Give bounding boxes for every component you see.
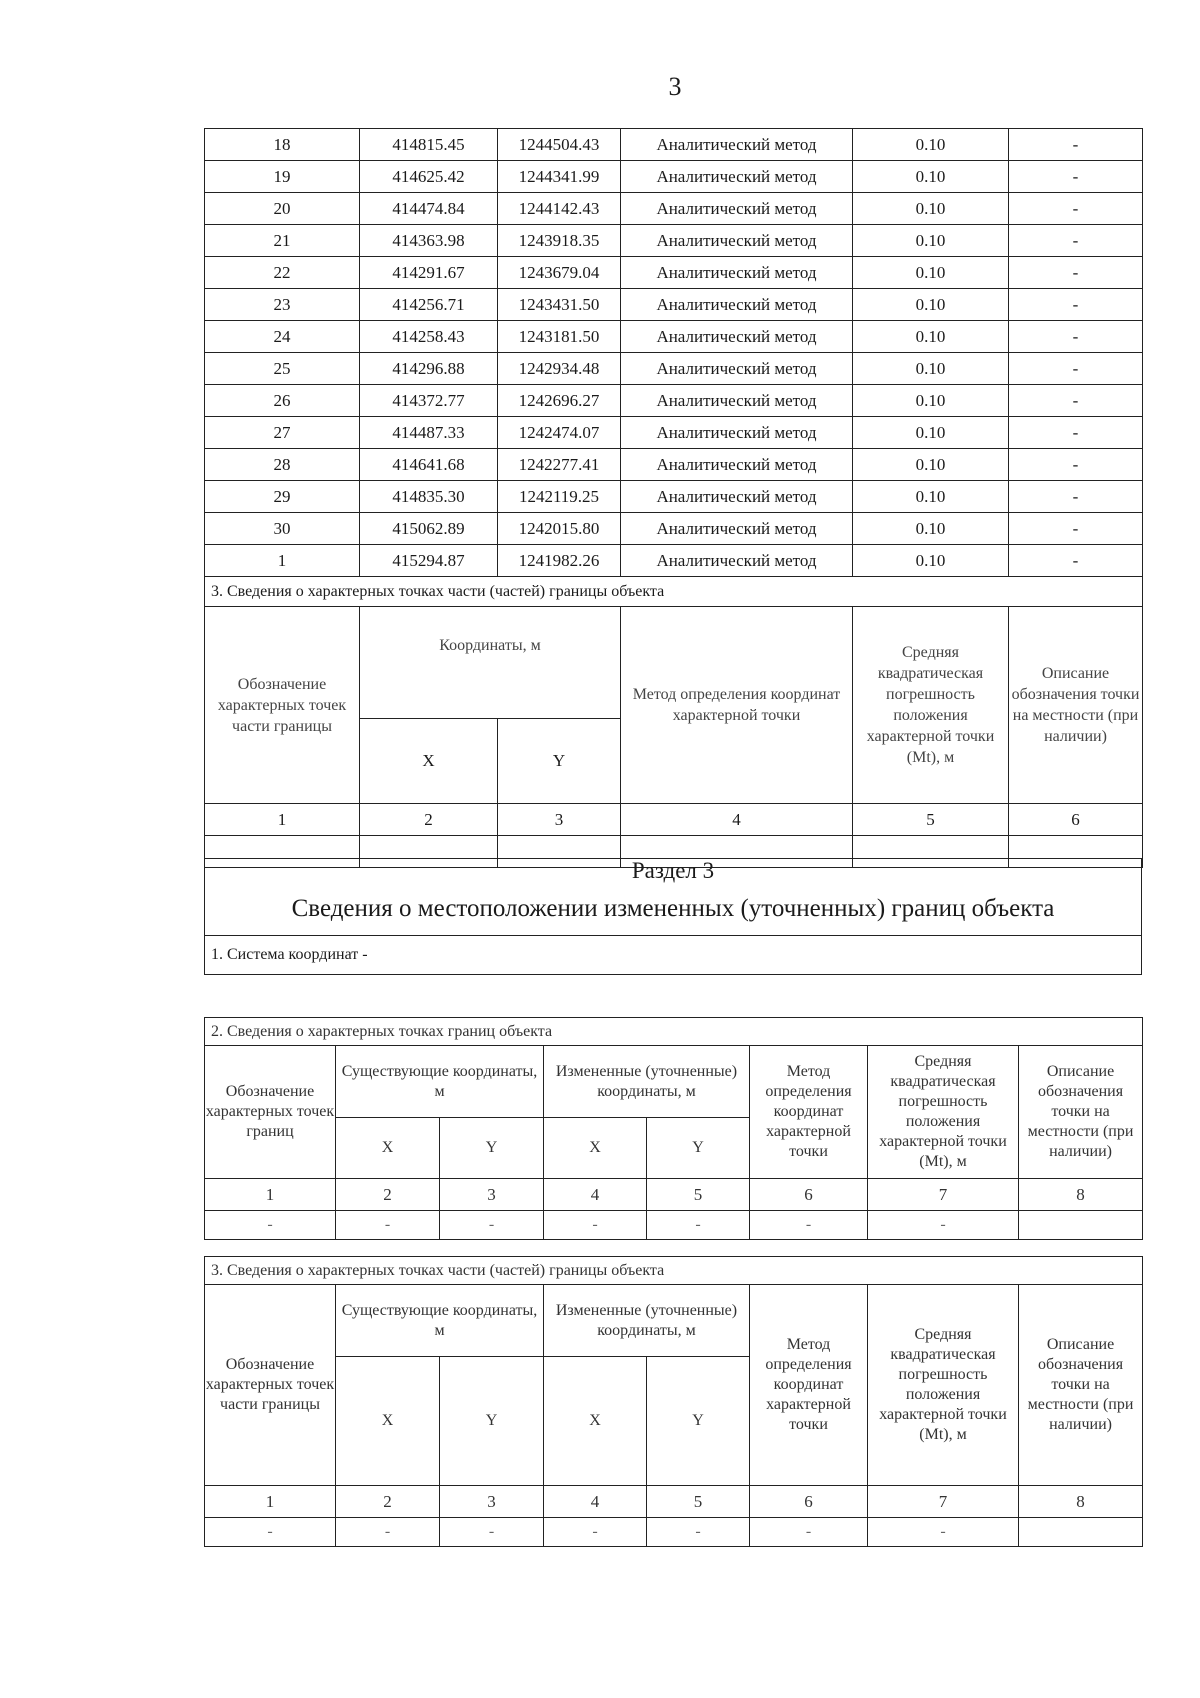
header-x: X <box>544 1118 647 1179</box>
cell-y: 1243431.50 <box>498 289 621 321</box>
cell-desc: - <box>1009 353 1143 385</box>
cell-mt: 0.10 <box>853 321 1009 353</box>
col-number: 3 <box>440 1179 544 1211</box>
cell-mt: 0.10 <box>853 161 1009 193</box>
cell-method: Аналитический метод <box>621 385 853 417</box>
header-point: Обозначение характерных точек границ <box>205 1046 336 1179</box>
col-number: 2 <box>336 1486 440 1518</box>
header-existing: Существующие координаты, м <box>336 1285 544 1357</box>
col-number: 6 <box>750 1179 868 1211</box>
cell-desc: - <box>1009 289 1143 321</box>
cell-y: 1242015.80 <box>498 513 621 545</box>
table-row <box>205 193 1143 225</box>
cell-x: 414474.84 <box>360 193 498 225</box>
cell-y: 1242696.27 <box>498 385 621 417</box>
cell-x: 414363.98 <box>360 225 498 257</box>
boundary-points-table <box>204 1017 1143 1240</box>
table-cell: - <box>440 1211 544 1240</box>
cell-point: 19 <box>205 161 360 193</box>
header-mt: Средняя квадратическая погрешность положения характерной точки (Mt), м <box>853 607 1009 804</box>
cell-mt: 0.10 <box>853 545 1009 577</box>
cell-point: 1 <box>205 545 360 577</box>
col-number: 5 <box>647 1486 750 1518</box>
cell-mt: 0.10 <box>853 193 1009 225</box>
cell-desc: - <box>1009 193 1143 225</box>
cell-x: 414641.68 <box>360 449 498 481</box>
header-y: Y <box>498 719 621 804</box>
boundary-points-caption: 2. Сведения о характерных точках границ объекта <box>205 1018 1143 1046</box>
cell-desc: - <box>1009 417 1143 449</box>
part-points-caption: 3. Сведения о характерных точках части (частей) границы объекта <box>205 577 1143 607</box>
cell-y: 1241982.26 <box>498 545 621 577</box>
table-cell: - <box>336 1518 440 1547</box>
header-y: Y <box>440 1357 544 1486</box>
col-number: 1 <box>205 804 360 836</box>
cell-desc: - <box>1009 449 1143 481</box>
coordinates-table <box>204 128 1143 868</box>
cell-desc: - <box>1009 513 1143 545</box>
cell-x: 414258.43 <box>360 321 498 353</box>
col-number: 8 <box>1019 1486 1143 1518</box>
table-cell <box>1019 1211 1143 1240</box>
table-row <box>205 257 1143 289</box>
table-cell: - <box>647 1518 750 1547</box>
cell-x: 414296.88 <box>360 353 498 385</box>
cell-point: 20 <box>205 193 360 225</box>
table-cell: - <box>205 1518 336 1547</box>
col-number: 1 <box>205 1486 336 1518</box>
cell-point: 26 <box>205 385 360 417</box>
header-desc: Описание обозначения точки на местности (при наличии) <box>1009 607 1143 804</box>
header-method: Метод определения координат характерной точки <box>750 1046 868 1179</box>
col-number: 3 <box>440 1486 544 1518</box>
header-coords: Координаты, м <box>360 607 621 719</box>
cell-point: 23 <box>205 289 360 321</box>
cell-method: Аналитический метод <box>621 353 853 385</box>
header-x: X <box>544 1357 647 1486</box>
header-changed: Измененные (уточненные) координаты, м <box>544 1046 750 1118</box>
cell-mt: 0.10 <box>853 449 1009 481</box>
header-y: Y <box>647 1357 750 1486</box>
col-number: 6 <box>750 1486 868 1518</box>
cell-method: Аналитический метод <box>621 161 853 193</box>
cell-x: 414625.42 <box>360 161 498 193</box>
header-x: X <box>336 1357 440 1486</box>
header-point: Обозначение характерных точек части границы <box>205 1285 336 1486</box>
part-boundary-points-table <box>204 1256 1143 1547</box>
cell-mt: 0.10 <box>853 513 1009 545</box>
cell-method: Аналитический метод <box>621 545 853 577</box>
cell-y: 1242119.25 <box>498 481 621 513</box>
coordinates-rows <box>205 129 1143 577</box>
cell-method: Аналитический метод <box>621 289 853 321</box>
cell-point: 24 <box>205 321 360 353</box>
cell-method: Аналитический метод <box>621 193 853 225</box>
cell-point: 30 <box>205 513 360 545</box>
cell-y: 1243679.04 <box>498 257 621 289</box>
cell-point: 25 <box>205 353 360 385</box>
cell-desc: - <box>1009 161 1143 193</box>
table-row <box>205 513 1143 545</box>
cell-mt: 0.10 <box>853 257 1009 289</box>
header-x: X <box>336 1118 440 1179</box>
table-cell: - <box>868 1211 1019 1240</box>
col-number: 3 <box>498 804 621 836</box>
page-number: 3 <box>668 72 682 101</box>
cell-y: 1244142.43 <box>498 193 621 225</box>
cell-point: 29 <box>205 481 360 513</box>
col-number: 1 <box>205 1179 336 1211</box>
cell-y: 1244504.43 <box>498 129 621 161</box>
col-number: 4 <box>621 804 853 836</box>
table-row <box>205 129 1143 161</box>
cell-x: 415294.87 <box>360 545 498 577</box>
col-number: 7 <box>868 1486 1019 1518</box>
header-mt: Средняя квадратическая погрешность положения характерной точки (Mt), м <box>868 1046 1019 1179</box>
cell-desc: - <box>1009 321 1143 353</box>
cell-method: Аналитический метод <box>621 449 853 481</box>
cell-desc: - <box>1009 225 1143 257</box>
table-row <box>205 225 1143 257</box>
col-number: 5 <box>647 1179 750 1211</box>
cell-x: 414291.67 <box>360 257 498 289</box>
section-heading: Сведения о местоположении измененных (уточненных) границ объекта <box>205 883 1142 936</box>
table-row <box>205 385 1143 417</box>
cell-method: Аналитический метод <box>621 257 853 289</box>
cell-x: 414487.33 <box>360 417 498 449</box>
table-row <box>205 289 1143 321</box>
col-number: 4 <box>544 1486 647 1518</box>
cell-mt: 0.10 <box>853 225 1009 257</box>
header-changed: Измененные (уточненные) координаты, м <box>544 1285 750 1357</box>
table-row <box>205 161 1143 193</box>
cell-mt: 0.10 <box>853 385 1009 417</box>
table-cell: - <box>750 1518 868 1547</box>
table-cell: - <box>440 1518 544 1547</box>
part-boundary-points-caption: 3. Сведения о характерных точках части (частей) границы объекта <box>205 1257 1143 1285</box>
cell-desc: - <box>1009 385 1143 417</box>
cell-mt: 0.10 <box>853 417 1009 449</box>
header-x: X <box>360 719 498 804</box>
header-point: Обозначение характерных точек части границы <box>205 607 360 804</box>
col-number: 6 <box>1009 804 1143 836</box>
table-row <box>205 449 1143 481</box>
cell-point: 21 <box>205 225 360 257</box>
header-y: Y <box>440 1118 544 1179</box>
header-y: Y <box>647 1118 750 1179</box>
cell-point: 28 <box>205 449 360 481</box>
table-row <box>205 353 1143 385</box>
col-number: 7 <box>868 1179 1019 1211</box>
cell-x: 414372.77 <box>360 385 498 417</box>
header-desc: Описание обозначения точки на местности (при наличии) <box>1019 1285 1143 1486</box>
cell-desc: - <box>1009 257 1143 289</box>
coord-system: 1. Система координат - <box>205 936 1142 975</box>
cell-y: 1243181.50 <box>498 321 621 353</box>
cell-y: 1244341.99 <box>498 161 621 193</box>
col-number: 2 <box>336 1179 440 1211</box>
header-method: Метод определения координат характерной точки <box>750 1285 868 1486</box>
table-cell: - <box>868 1518 1019 1547</box>
col-number: 8 <box>1019 1179 1143 1211</box>
cell-desc: - <box>1009 545 1143 577</box>
cell-method: Аналитический метод <box>621 225 853 257</box>
cell-point: 22 <box>205 257 360 289</box>
table-cell: - <box>544 1518 647 1547</box>
cell-desc: - <box>1009 481 1143 513</box>
cell-x: 415062.89 <box>360 513 498 545</box>
cell-x: 414835.30 <box>360 481 498 513</box>
table-cell: - <box>750 1211 868 1240</box>
cell-y: 1242934.48 <box>498 353 621 385</box>
header-mt: Средняя квадратическая погрешность положения характерной точки (Mt), м <box>868 1285 1019 1486</box>
table-cell: - <box>647 1211 750 1240</box>
cell-mt: 0.10 <box>853 289 1009 321</box>
header-desc: Описание обозначения точки на местности (при наличии) <box>1019 1046 1143 1179</box>
cell-mt: 0.10 <box>853 129 1009 161</box>
header-method: Метод определения координат характерной точки <box>621 607 853 804</box>
cell-mt: 0.10 <box>853 481 1009 513</box>
table-cell: - <box>336 1211 440 1240</box>
table-row <box>205 321 1143 353</box>
table-cell <box>1019 1518 1143 1547</box>
cell-method: Аналитический метод <box>621 321 853 353</box>
cell-point: 18 <box>205 129 360 161</box>
cell-desc: - <box>1009 129 1143 161</box>
cell-x: 414256.71 <box>360 289 498 321</box>
cell-mt: 0.10 <box>853 353 1009 385</box>
cell-y: 1243918.35 <box>498 225 621 257</box>
section-title: Раздел 3 <box>205 859 1142 884</box>
col-number: 2 <box>360 804 498 836</box>
cell-method: Аналитический метод <box>621 513 853 545</box>
cell-x: 414815.45 <box>360 129 498 161</box>
cell-y: 1242474.07 <box>498 417 621 449</box>
cell-point: 27 <box>205 417 360 449</box>
section-3-header <box>204 858 1142 975</box>
cell-method: Аналитический метод <box>621 481 853 513</box>
col-number: 4 <box>544 1179 647 1211</box>
table-row <box>205 545 1143 577</box>
cell-method: Аналитический метод <box>621 417 853 449</box>
col-number: 5 <box>853 804 1009 836</box>
cell-method: Аналитический метод <box>621 129 853 161</box>
table-row <box>205 481 1143 513</box>
table-row <box>205 417 1143 449</box>
table-cell: - <box>544 1211 647 1240</box>
header-existing: Существующие координаты, м <box>336 1046 544 1118</box>
table-cell: - <box>205 1211 336 1240</box>
cell-y: 1242277.41 <box>498 449 621 481</box>
